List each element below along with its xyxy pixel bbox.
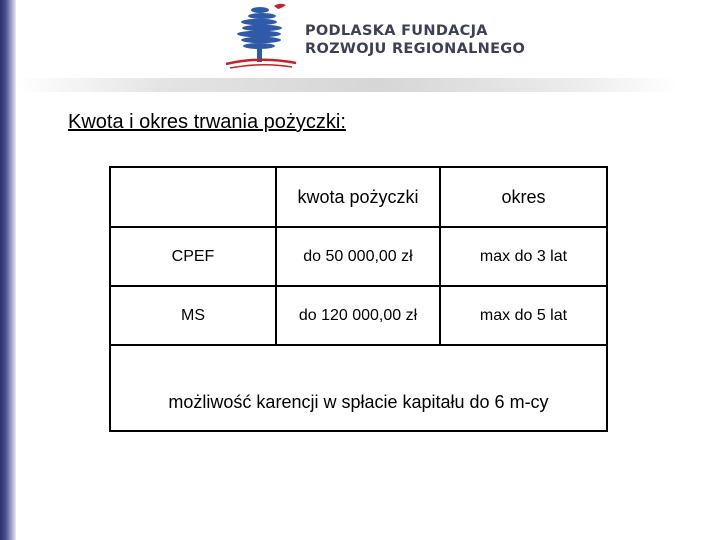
grace-period-note: możliwość karencji w spłacie kapitału do 6 m-cy [110,345,607,431]
table-cell-program: CPEF [110,227,276,286]
table-header-row [110,167,607,227]
organization-name-line2: ROZWOJU REGIONALNEGO [305,41,526,57]
header-cell-amount: kwota pożyczki [276,167,440,227]
table-cell-program: MS [110,286,276,345]
tree-logo-icon [222,2,298,74]
table-cell-period: max do 5 lat [440,286,607,345]
header-cell-period: okres [440,167,607,227]
organization-name-line1: PODLASKA FUNDACJA [305,23,488,39]
table-cell-period: max do 3 lat [440,227,607,286]
table-row [110,286,607,345]
header-cell-empty [110,167,276,227]
table-row [110,227,607,286]
page-title: Kwota i okres trwania pożyczki: [68,111,346,133]
organization-name [305,22,525,58]
table-note-row [110,345,607,431]
left-decorative-bar [0,0,16,540]
loan-terms-table [109,166,608,432]
table-cell-amount: do 120 000,00 zł [276,286,440,345]
header-divider [16,78,676,92]
table-cell-amount: do 50 000,00 zł [276,227,440,286]
organization-logo [222,2,526,74]
